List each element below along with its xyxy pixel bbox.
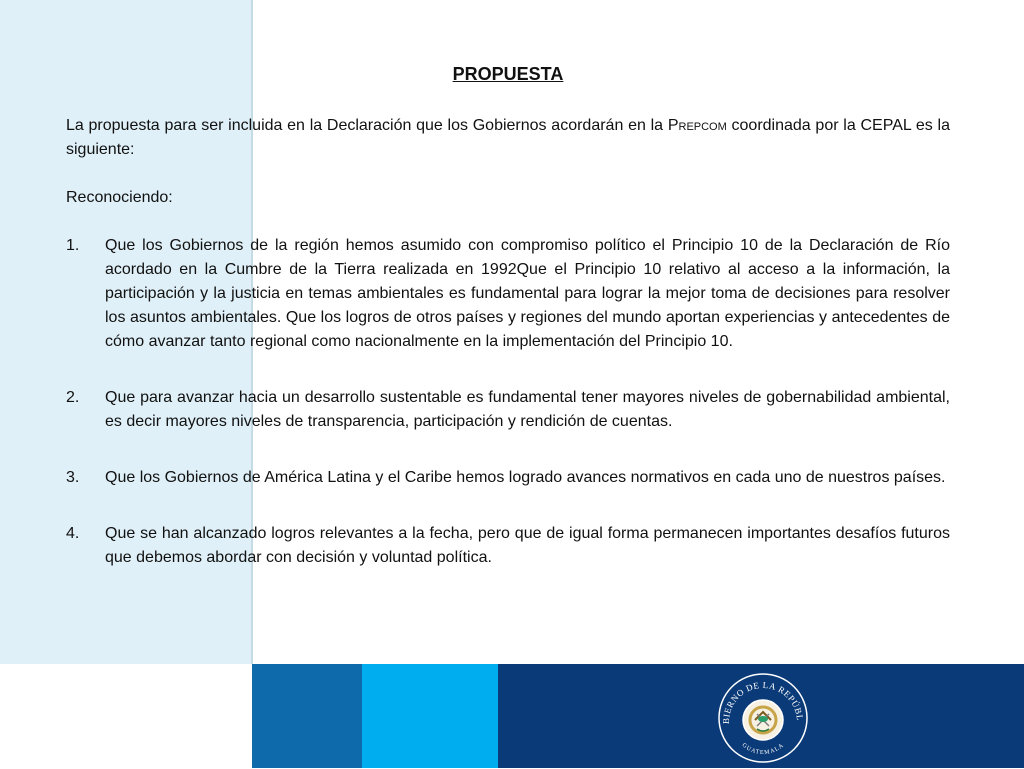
seal-text-top: BIERNO DE LA REPÚBL (720, 679, 806, 725)
svg-text:GUATEMALA (741, 742, 786, 756)
list-item-text: Que los Gobiernos de América Latina y el Caribe hemos logrado avances normativos en cada uno de nuestros países. (105, 469, 946, 486)
list-item (66, 466, 950, 490)
list-item-text: Que los Gobiernos de la región hemos asumido con compromiso político el Principio 10 de la Declaración de Río acordado en la Cumbre de la Tierra realizada en 1992Que el Principio 10 relativo al acceso a la información, la participación y la justicia en temas ambientales es fundamental para lograr la mejor toma de decisiones para resolver los asuntos ambientales. Que los logros de otros países y regiones del mundo aportan experiencias y antecedentes de cómo avanzar tanto regional como nacionalmente en la implementación del Principio 10. (105, 237, 950, 350)
government-seal-logo (717, 672, 809, 764)
recognizing-label: Reconociendo: (66, 189, 173, 206)
footer-block-white (0, 664, 252, 768)
list-item-number: 1. (66, 237, 80, 254)
list-item-text: Que para avanzar hacia un desarrollo sustentable es fundamental tener mayores niveles de gobernabilidad ambiental, es decir mayores niveles de transparencia, participación y rendición de cuentas. (105, 389, 950, 430)
list-item (66, 386, 950, 434)
slide-title: PROPUESTA (452, 64, 564, 84)
intro-prepcom: Prepcom (667, 117, 727, 134)
list-item-text: Que se han alcanzado logros relevantes a la fecha, pero que de igual forma permanecen importantes desafíos futuros que debemos abordar con decisión y voluntad política. (105, 525, 950, 566)
recognitions-list (66, 234, 950, 570)
footer-block-blue (252, 664, 362, 768)
seal-icon (717, 672, 809, 764)
list-item-number: 3. (66, 469, 80, 486)
list-item-number: 4. (66, 525, 80, 542)
intro-paragraph (66, 114, 950, 162)
list-item-number: 2. (66, 389, 80, 406)
footer-block-cyan (362, 664, 498, 768)
list-item (66, 234, 950, 354)
list-item (66, 522, 950, 570)
intro-text-after: coordinada por la CEPAL es la siguiente: (66, 117, 951, 158)
footer-band (0, 664, 1024, 768)
slide-content (66, 62, 950, 602)
seal-text-bottom: GUATEMALA (740, 742, 786, 757)
intro-text-before: La propuesta para ser incluida en la Declaración que los Gobiernos acordarán en la (66, 117, 668, 134)
